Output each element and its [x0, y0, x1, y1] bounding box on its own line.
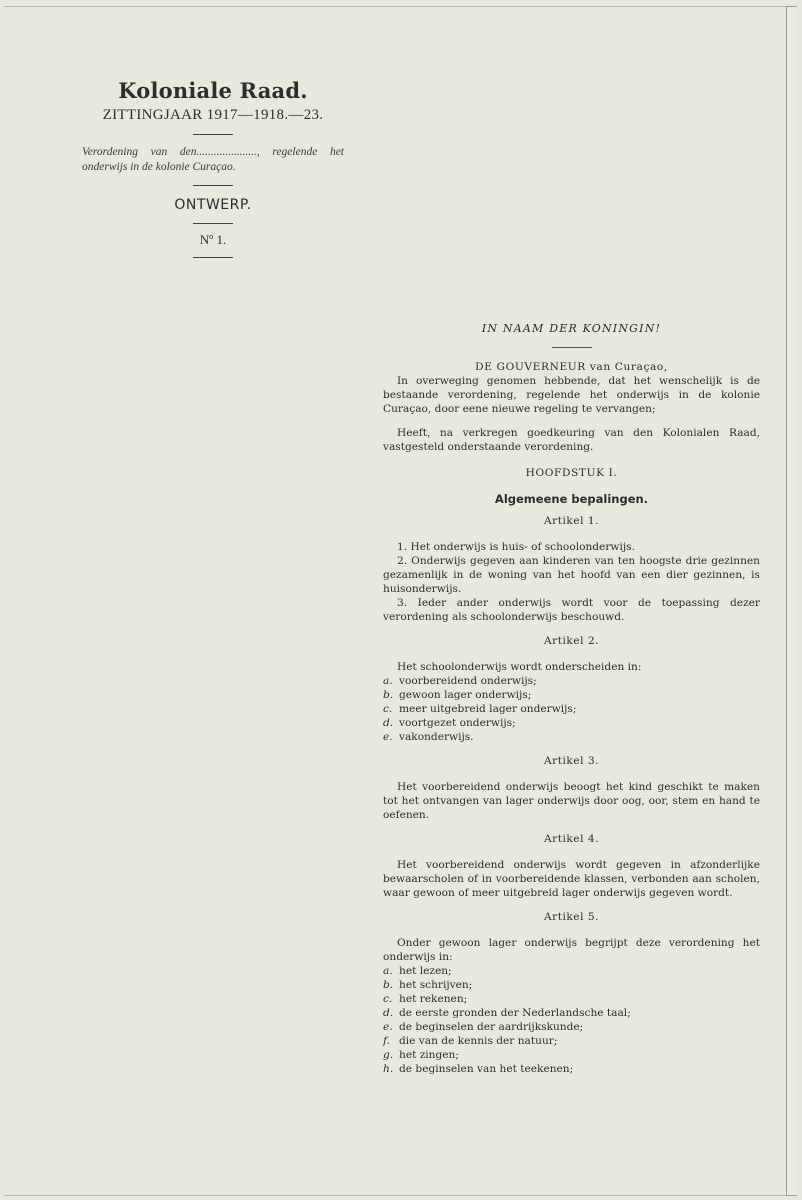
page-border-top [4, 6, 786, 7]
article-1-item-1: 1. Het onderwijs is huis- of schoolonderwijs. [397, 541, 635, 553]
article-4-title: Artikel 4. [544, 833, 599, 845]
list-item: d. voortgezet onderwijs; [383, 717, 516, 729]
document-number: Nº 1. [199, 232, 227, 247]
considering-paragraph: In overweging genomen hebbende, dat het wenschelijk is de bestaande verordening, regelende het onderwijs in de kolonie Curaçao, door eene nieuwe regeling te vervangen; [383, 375, 760, 415]
list-item: c. meer uitgebreid lager onderwijs; [383, 703, 577, 715]
ordinance-description: Verordening van den....................., regelende het onderwijs in de kolonie Curaçao. [82, 146, 344, 173]
article-3-title: Artikel 3. [544, 755, 599, 767]
session-year: ZITTINGJAAR 1917—1918.—23. [102, 107, 324, 123]
list-item: b. het schrijven; [383, 979, 473, 991]
article-4-text: Het voorbereidend onderwijs wordt gegeven in afzonderlijke bewaarscholen of in voorbereidende klassen, verbonden aan scholen, waar gewoon of meer uitgebreid lager onderwijs gegeven wordt. [383, 859, 760, 899]
draft-label: ONTWERP. [174, 197, 252, 213]
list-item: d. de eerste gronden der Nederlandsche taal; [383, 1007, 631, 1019]
divider [193, 223, 233, 224]
list-item: e. de beginselen der aardrijkskunde; [383, 1021, 584, 1033]
article-5-title: Artikel 5. [544, 911, 599, 923]
article-5-intro: Onder gewoon lager onderwijs begrijpt deze verordening het onderwijs in: [383, 937, 760, 963]
article-1-title: Artikel 1. [544, 515, 599, 527]
article-1-item-3: 3. Ieder ander onderwijs wordt voor de toepassing dezer verordening als schoolonderwijs beschouwd. [383, 597, 760, 623]
divider [193, 185, 233, 186]
list-item: a. het lezen; [383, 965, 452, 977]
governor-line: DE GOUVERNEUR van Curaçao, [475, 361, 668, 373]
article-2-title: Artikel 2. [544, 635, 599, 647]
document-header [82, 78, 344, 268]
divider [552, 347, 592, 348]
document-body [383, 322, 760, 1076]
list-item: c. het rekenen; [383, 993, 468, 1005]
list-item: h. de beginselen van het teekenen; [383, 1063, 574, 1075]
page-border-bottom [4, 1195, 786, 1196]
chapter-title: Algemeene bepalingen. [494, 492, 649, 506]
divider [193, 134, 233, 135]
list-item: a. voorbereidend onderwijs; [383, 675, 537, 687]
preamble: IN NAAM DER KONINGIN! [481, 322, 662, 335]
list-item: f. die van de kennis der natuur; [383, 1035, 558, 1047]
list-item: e. vakonderwijs. [383, 731, 474, 743]
list-item: b. gewoon lager onderwijs; [383, 689, 532, 701]
chapter-heading: HOOFDSTUK I. [525, 467, 618, 479]
council-title: Koloniale Raad. [118, 78, 308, 103]
article-3-text: Het voorbereidend onderwijs beoogt het kind geschikt te maken tot het ontvangen van lager onderwijs door oog, oor, stem en hand te oefenen. [383, 781, 760, 821]
list-item: g. het zingen; [383, 1049, 459, 1061]
approval-paragraph: Heeft, na verkregen goedkeuring van den Kolonialen Raad, vastgesteld onderstaande verordening. [383, 427, 760, 453]
article-2-intro: Het schoolonderwijs wordt onderscheiden in: [397, 661, 642, 673]
page-edge-strip [786, 6, 797, 1196]
divider [193, 257, 233, 258]
article-1-item-2: 2. Onderwijs gegeven aan kinderen van ten hoogste drie gezinnen gezamenlijk in de woning van het hoofd van een dier gezinnen, is huisonderwijs. [383, 555, 760, 595]
